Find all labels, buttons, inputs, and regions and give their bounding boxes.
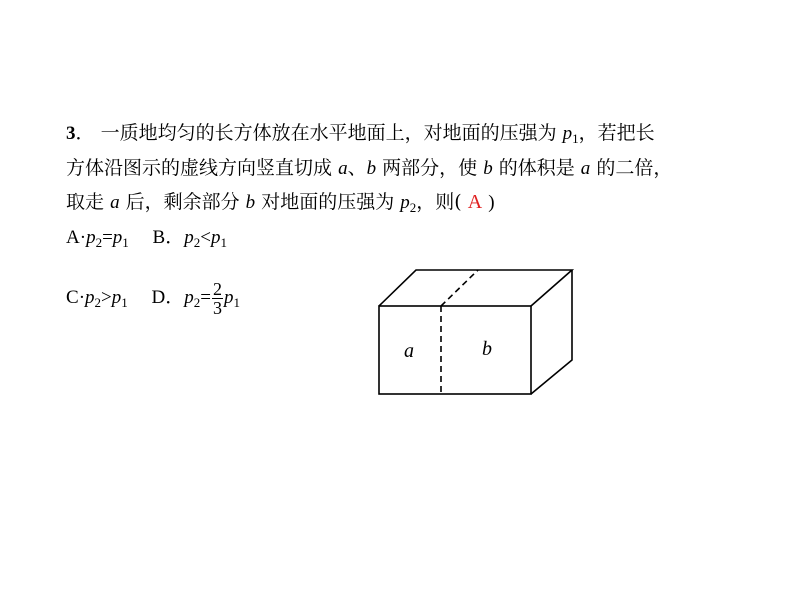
box-diagram-svg	[370, 262, 580, 402]
options-row-2	[66, 280, 240, 317]
box-diagram	[370, 262, 580, 406]
option-b: B．$p_2<p_1$	[152, 227, 227, 250]
label-b: b	[482, 338, 492, 360]
question-line-1: 3． 一质地均匀的长方体放在水平地面上，对地面的压强为 $p_1$，若把长	[66, 122, 655, 146]
box-front-face	[379, 306, 531, 394]
question-text-1: 一质地均匀的长方体放在水平地面上，对地面的压强为	[100, 122, 557, 144]
fraction-two-thirds: $\frac{2}{3}$	[212, 279, 222, 318]
option-c: $C\cdot p_2>p_1$	[66, 286, 128, 310]
box-top-face	[379, 270, 572, 306]
cut-line-top	[441, 270, 478, 306]
option-a: $A\cdot p_2=p_1$	[66, 227, 129, 250]
question-line-3: 取走 a 后，剩余部分 b 对地面的压强为 $p_2$，则( A )	[66, 191, 495, 215]
label-a: a	[404, 340, 414, 362]
option-d: D．$p_2=$ $\frac{2}{3}$ $p_1$	[151, 279, 240, 318]
question-line-2: 方体沿图示的虚线方向竖直切成 a、b 两部分，使 b 的体积是 a 的二倍，	[66, 157, 673, 179]
p1-symbol: p	[562, 123, 573, 144]
options-row-1	[66, 226, 227, 255]
answer-text: A	[467, 191, 483, 213]
question-number: 3	[66, 123, 76, 144]
